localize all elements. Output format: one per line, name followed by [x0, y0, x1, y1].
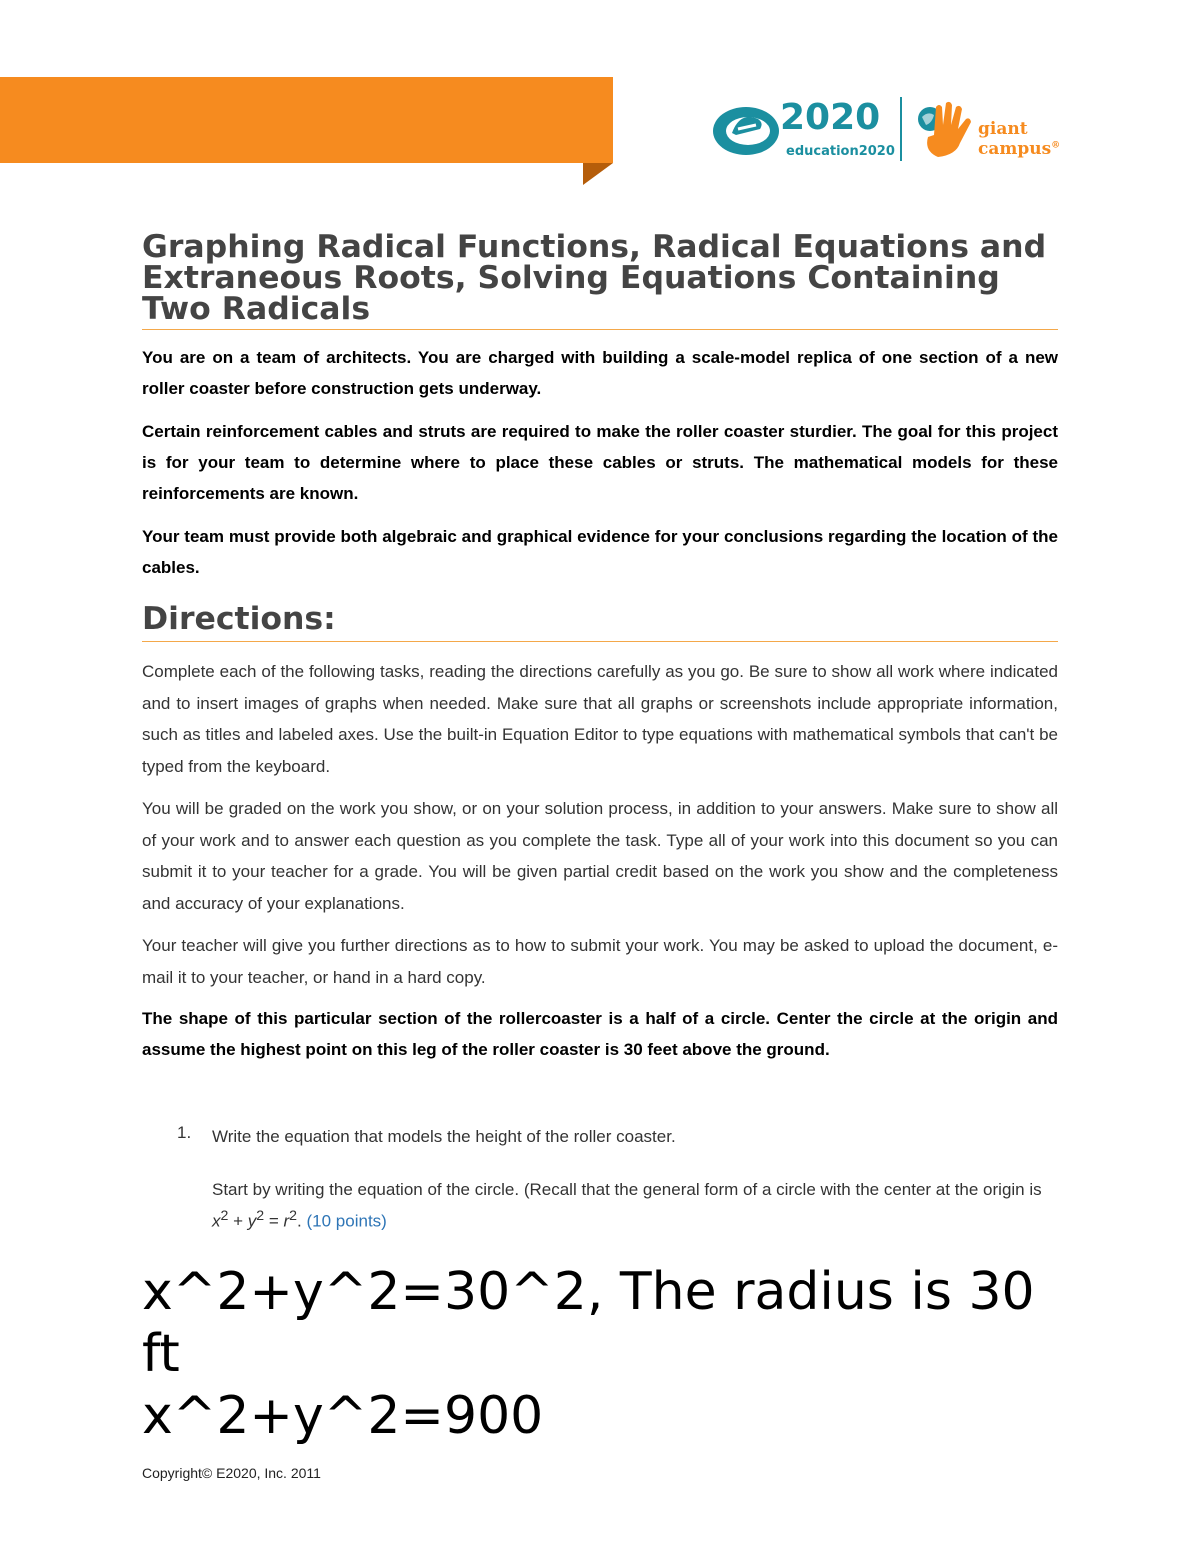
question-number: 1.: [177, 1123, 192, 1142]
copyright-footer: Copyright© E2020, Inc. 2011: [142, 1465, 321, 1481]
answer-block: [142, 1261, 1058, 1447]
intro-paragraph: Certain reinforcement cables and struts are required to make the roller coaster sturdier. The goal for this project is for your team to determine where to place these cables or struts. The mathematical models for these reinforcements are known.: [142, 422, 1058, 503]
e2020-logo: [708, 95, 1108, 170]
logo-subtitle: education2020: [786, 144, 895, 159]
points-label: (10 points): [306, 1211, 387, 1231]
answer-line: x^2+y^2=30^2, The radius is 30 ft: [142, 1261, 1035, 1384]
directions-paragraph: Complete each of the following tasks, reading the directions carefully as you go. Be sure to show all work where indicated and to insert images of graphs when needed. Make sure that all graphs or screenshots include appropriate information, such as titles and labeled axes. Use the built-in Equation Editor to type equations with mathematical symbols that can't be typed from the keyboard.: [142, 662, 1058, 776]
question-text: Write the equation that models the height of the roller coaster.: [212, 1127, 676, 1146]
directions-paragraph: You will be graded on the work you show, or on your solution process, in addition to your answers. Make sure to show all of your work and to answer each question as you complete the task. Type all of your work into this document so you can submit it to your teacher for a grade. You will be given partial credit based on the work you show and the completeness and accuracy of your explanations.: [142, 799, 1058, 913]
globe-hand-icon: [908, 95, 978, 165]
logo-divider: [900, 97, 902, 161]
page-title: Graphing Radical Functions, Radical Equations and Extraneous Roots, Solving Equations Containing Two Radicals: [142, 228, 1058, 330]
logo-number: 2020: [780, 97, 881, 138]
intro-paragraph: You are on a team of architects. You are charged with building a scale-model replica of one section of a new roller coaster before construction gets underway.: [142, 348, 1058, 398]
giant-campus-wordmark: giant campus®: [978, 119, 1061, 159]
shape-statement: The shape of this particular section of the rollercoaster is a half of a circle. Center the circle at the origin and assume the highest point on this leg of the roller coaster is 30 feet above the ground.: [142, 1009, 1058, 1059]
directions-heading: Directions:: [142, 599, 1058, 642]
banner-fold: [583, 163, 613, 185]
question-1: [142, 1123, 1058, 1235]
answer-line: x^2+y^2=900: [142, 1385, 544, 1446]
header-banner: [0, 77, 613, 163]
intro-paragraph: Your team must provide both algebraic and graphical evidence for your conclusions regarding the location of the cables.: [142, 527, 1058, 577]
question-instructions: Start by writing the equation of the circle. (Recall that the general form of a circle with the center at the origin is $x^2 + y^2 = r^2$. (10 points): [212, 1180, 1042, 1231]
document-body: [142, 228, 1058, 1447]
directions-paragraph: Your teacher will give you further directions as to how to submit your work. You may be asked to upload the document, e-mail it to your teacher, or hand in a hard copy.: [142, 936, 1058, 987]
e-swoosh-icon: [710, 97, 782, 159]
